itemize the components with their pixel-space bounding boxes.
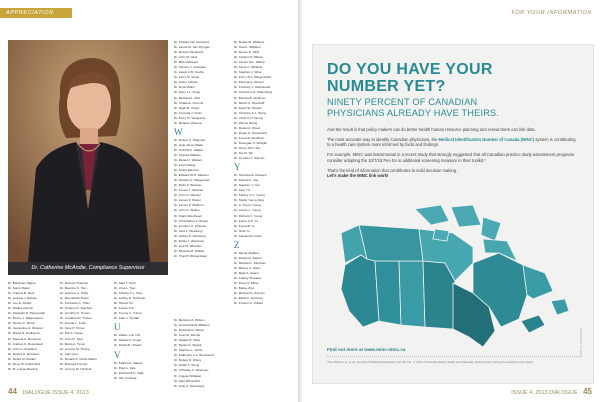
name-list-item: Dr. Marla A. Tyson xyxy=(60,341,86,346)
name-list-item: Dr. Raj S. Tuteja xyxy=(60,331,83,336)
name-list-item: Dr. Christine K.J. Wong xyxy=(234,110,267,115)
name-list-item: Dr. Aaron Rakel xyxy=(8,286,30,291)
name-list-item: Dr. Pamela A. Rompson xyxy=(8,336,42,341)
name-list-item: Dr. Daniel R. Zayber xyxy=(234,255,263,260)
name-list-item: Dr. Kerry M. Vlangarris xyxy=(174,115,206,120)
name-list-item: Dr. M. Louise Rueling xyxy=(8,366,38,371)
letter-v-heading: V xyxy=(114,349,121,360)
name-list-item: Dr. Deborah D. Wilner xyxy=(174,328,205,333)
name-list-item: Dr. Stephen J. Yeo xyxy=(234,183,260,188)
right-page xyxy=(302,0,600,402)
name-list-item: Dr. Panjindri D. Rampertab xyxy=(8,311,45,316)
name-list-item: Dr. Teal K. Williams xyxy=(234,45,261,50)
name-list-item: Dr. Jean M. Winnik xyxy=(174,333,200,338)
name-list-item: Dr. Shirley C.C. Yeung xyxy=(234,193,265,198)
name-list-item: Dr. Jennifer O. Trudel xyxy=(60,311,90,316)
photo-caption: Dr. Catherine McAndie, Compliance Supervisor xyxy=(8,262,168,275)
name-list-item: Dr. Perry W.J. Wingertzahn xyxy=(234,75,272,80)
name-list-item: Dr. Jakob C.B. Vestby xyxy=(174,70,205,75)
name-list-item: Dr. Michael S. Zinman xyxy=(234,291,265,296)
letter-u-heading: U xyxy=(114,322,121,333)
headline-line-1: DO YOU HAVE YOUR xyxy=(327,61,493,78)
name-list-item: Dr. Angela Whitaker xyxy=(174,373,202,378)
name-list-item: Dr. Preston A. Zuliani xyxy=(234,301,264,306)
name-list-item: Dr. Gina Yu xyxy=(234,228,250,233)
name-list-item: Dr. Richard J. Young xyxy=(234,213,263,218)
name-list-item: Dr. Stuart T. Wong xyxy=(174,363,200,368)
name-list-item: Dr. Vincent J. Vechiolla xyxy=(174,65,206,70)
name-list-item: Dr. Jeremy M. Turnbull xyxy=(60,366,92,371)
name-list-item: Dr. Stephen J. Wine xyxy=(234,70,262,75)
name-list-item: Dr. Leanne J. Rebelo xyxy=(8,296,38,301)
left-page xyxy=(0,0,298,402)
name-list-item: Dr. Stephen L. Wolfe xyxy=(174,348,203,353)
name-list-item: Dr. Christopher V. Weber xyxy=(174,218,209,223)
ad-subhead xyxy=(327,97,587,119)
name-list-col1 xyxy=(8,281,45,372)
name-list-item: Dr. Alan Winterfeld xyxy=(174,378,200,383)
name-list-item: Dr. Nadine Remily xyxy=(8,306,33,311)
name-list-item: Dr. John S. Welton xyxy=(174,208,200,213)
name-list-item: Dr. Kevin Wang xyxy=(174,163,196,168)
name-list-item: Dr. Penny J. Rappersaud xyxy=(8,316,43,321)
portrait-photo xyxy=(8,40,168,262)
name-list-item: Dr. Walter C.E. Uhl xyxy=(114,333,141,338)
name-list-col4 xyxy=(174,40,210,259)
name-list-item: Dr. Heidi M. Vivian xyxy=(174,105,200,110)
name-list-item: Dr. Kimberly J. Wisniewski xyxy=(234,85,271,90)
name-list-item: Dr. Julien Vidican xyxy=(174,80,198,85)
letter-w-heading: W xyxy=(174,126,183,137)
name-list-item: Dr. Kenneth Woolfson xyxy=(234,135,265,140)
name-list-item: Dr. Renee E. Wills xyxy=(234,50,260,55)
name-list-item: Dr. Dora Villani xyxy=(174,85,195,90)
name-list-item: Dr. Todd W.C. Walker xyxy=(174,147,204,152)
headline-line-2: NUMBER YET? xyxy=(327,78,446,95)
para4-callout: Let's make the MINC link work! xyxy=(327,173,389,179)
name-list-item: Dr. Meenakshi Tiwari xyxy=(60,296,89,301)
name-list-item: Dr. Jacy Yiu xyxy=(234,188,251,193)
name-list-item: Dr. Frank Westhead xyxy=(174,213,202,218)
name-list-item: Dr. Lisle Jason Wade xyxy=(174,142,204,147)
name-list-item: Dr. Alexandra Yuzbe xyxy=(234,233,262,238)
name-list-item: Dr. Jacqueline A. Rideout xyxy=(8,326,43,331)
name-list-item: Dr. Daniel J. Walters xyxy=(174,157,203,162)
name-list-item: Dr. Karen C.P. Yu xyxy=(234,218,258,223)
name-list-item: Dr. Brian F. Webster xyxy=(174,183,202,188)
name-list-item: Dr. Jonathan R. Tucker xyxy=(60,316,92,321)
section-tag-appreciation: APPRECIATION xyxy=(0,8,72,18)
name-list-item: Dr. Tyrone C. Turner xyxy=(114,311,142,316)
name-list-item: Dr. Nathan F. Unger xyxy=(114,338,142,343)
name-list-item: Dr. Kenan Tuli xyxy=(114,306,134,311)
name-list-item: Dr. Virginia Wallace xyxy=(174,152,201,157)
name-list-item: Dr. Hamid Tul xyxy=(114,301,133,306)
name-list-item: Dr. Bailee Zinn xyxy=(234,286,255,291)
name-list-item: Dr. Lisa M. Wheldon xyxy=(174,243,202,248)
name-list-item: Dr. Amanda J. Vizan xyxy=(174,110,202,115)
name-list-item: Dr. Shelly Yeung-Sing xyxy=(234,198,264,203)
name-list-item: Dr. Amelia L. Tudor xyxy=(60,321,87,326)
name-list-item: Dr. Debra M. Ruskin xyxy=(8,356,36,361)
region-labrador xyxy=(523,265,553,299)
name-list-item: Dr. Maurice C. Tian xyxy=(60,286,87,291)
ad-paragraph-1: And the result is that policy makers can do better health human resource planning and researchers can link data. xyxy=(327,127,536,132)
name-list-item: Dr. Jeffrey B. Tuchman xyxy=(114,296,146,301)
name-list-item: Dr. Michael A. Vinh xyxy=(174,95,201,100)
name-list-item: Dr. Henry W.H. Wu xyxy=(234,145,261,150)
right-footer xyxy=(511,387,592,396)
name-list-col6 xyxy=(234,40,272,306)
name-list-item: Dr. Brenda B. Wolfman xyxy=(234,95,266,100)
name-list-item: Dr. Julie-A. Wennberg xyxy=(174,383,205,388)
name-list-item: Dr. Chaka E. Visconti xyxy=(174,100,204,105)
name-list-item: Dr. Christian A. Wiseman xyxy=(174,368,209,373)
name-list-item: Dr. Andrey Zhuralev xyxy=(234,275,262,280)
name-list-item: Dr. Robert D. Wong xyxy=(174,358,201,363)
name-list-item: Dr. Daniel A. Wood xyxy=(234,125,261,130)
name-list-item: Dr. Andrew B. Raul xyxy=(8,291,35,296)
name-list-item: Dr. Dorothy A. Waugaman xyxy=(174,178,210,183)
name-list-item: Dr. Rosegale S. Wraight xyxy=(234,140,268,145)
name-list-item: Dr. Kenneth Yu xyxy=(234,223,255,228)
name-list-item: Dr. Jeffrey S. Weinberg xyxy=(174,233,206,238)
name-list-item: Dr. Maxwell Turman xyxy=(60,361,88,366)
name-list-item: Dr. Siu M. Wu xyxy=(234,151,254,156)
name-list-item: Dr. Balvinder Rajput xyxy=(8,281,36,285)
name-list-item: Dr. John M. Vasil xyxy=(174,55,198,60)
name-list-item: Dr. Roger D. Woodward xyxy=(234,130,267,135)
find-out-more-link[interactable]: Find out more at www.minc-nimc.ca xyxy=(327,347,406,352)
name-list-item: Dr. Spencer A. Tighe xyxy=(60,291,89,296)
name-list-item: Dr. David W. Woods xyxy=(234,105,262,110)
name-list-item: Dr. Paul A. Vale xyxy=(114,365,136,370)
left-footer xyxy=(8,387,89,396)
name-list-item: Dr. Martin A. Woodruff xyxy=(234,100,265,105)
left-page-number: 44 xyxy=(8,387,17,396)
name-list-item: Dr. Kerry M. Vetter xyxy=(174,75,200,80)
name-list-item: Dr. Winnie Wong xyxy=(234,120,258,125)
name-list-item: Dr. Rhonda M. Whittle xyxy=(174,248,205,253)
name-list-item: Dr. James T. Webster xyxy=(174,188,204,193)
name-list-item: Dr. David B. Urbach xyxy=(114,343,142,348)
name-list-col5 xyxy=(174,318,214,389)
name-list-item: Dr. Natalie R. Witte xyxy=(174,338,201,343)
footnote-divider xyxy=(327,356,581,357)
name-list-item: Dr. Van Cortinge xyxy=(114,375,137,380)
region-maritimes xyxy=(521,315,545,333)
right-footer-text: ISSUE 4, 2013 DIALOGUE xyxy=(511,390,578,396)
name-list-item: Dr. Laurie M. Van Wyngen xyxy=(174,45,211,50)
name-list-item: Dr. Mary J.L. Vingo xyxy=(174,90,201,95)
name-list-item: Dr. James F. Weiler xyxy=(174,198,201,203)
region-alberta xyxy=(375,261,401,325)
ad-paragraph-4 xyxy=(327,168,577,179)
ad-headline xyxy=(327,61,587,95)
name-list-item: Dr. Pamela G. Winsor xyxy=(234,80,264,85)
name-list-item: Dr. Shelley A.L. Tsao xyxy=(114,291,143,296)
para2-outro: system is contributing to a health care system more informed by facts and findings. xyxy=(327,136,576,148)
name-list-item: Dr. Carolyn P. Wilson xyxy=(234,55,263,60)
name-list-item: Dr. James W.L. Wilson xyxy=(234,60,266,65)
name-list-item: Dr. Smith Wancott xyxy=(174,168,199,173)
region-bc xyxy=(341,255,379,327)
name-list-item: Dr. Alan T. Trinh xyxy=(114,281,136,285)
subhead-line-1: NINETY PERCENT OF CANADIAN xyxy=(327,97,478,107)
name-list-item: Dr. Jessica M. Thorpe xyxy=(60,346,91,351)
name-list-col2 xyxy=(60,281,97,372)
name-list-item: Dr. Milena G. Zeiler xyxy=(234,265,261,270)
name-list-item: Dr. Hudson D. Tkachuk xyxy=(60,306,92,311)
name-list-item: Dr. Kathrin A. Vakeel xyxy=(114,360,143,365)
name-list-item: Dr. Lee E. Reddy xyxy=(8,301,32,306)
name-list-item: Dr. Andrew K. Rosenstein xyxy=(8,341,44,346)
minc-link-text[interactable]: Medical Identification Number of Canada (MINC) xyxy=(438,136,535,142)
name-list-item: Dr. Robert H. Rumsam xyxy=(8,351,40,356)
name-list-item: Dr. Lara L. Weinberg xyxy=(174,228,203,233)
name-list-item: Dr. Rene W. Rutherford xyxy=(8,361,41,366)
right-page-number: 45 xyxy=(583,387,592,396)
name-list-item: Dr. Ursa L. Tsui xyxy=(114,286,136,291)
para2-intro: The most accurate way to identify Canadian physicians, the xyxy=(327,136,438,142)
name-list-item: Dr. Gerard Dashi Williams xyxy=(174,323,210,328)
name-list-item: Dr. John R. Tyler xyxy=(60,336,83,341)
name-list-item: Dr. Itamar Zadikov xyxy=(234,250,260,255)
section-tag-fyi: FOR YOUR INFORMATION xyxy=(511,10,592,16)
name-list-item: Dr. Michael L. Zayfman xyxy=(234,260,266,265)
canada-map xyxy=(323,203,585,351)
region-saskatchewan xyxy=(399,261,425,327)
name-list-item: Dr. Katherine L.A. Wonnacott xyxy=(174,353,215,358)
name-list-item: Dr. Noelle M. Williams xyxy=(234,40,265,44)
ad-footnote: *See Shaver, A. et al. Journal of Medical Regulation Vol. 99, No. 4, 2013. Predicting Early Health and Specialty Performance Using Pre-practice Information. xyxy=(327,360,535,364)
ad-body xyxy=(327,127,577,183)
minc-advertisement xyxy=(312,44,594,384)
ad-paragraph-2 xyxy=(327,137,577,148)
name-list-item: Dr. Li Yinyun Young xyxy=(234,203,261,208)
letter-y-heading: Y xyxy=(234,162,241,173)
name-list-item: Dr. Reinold Thatcher xyxy=(60,281,89,285)
name-list-item: Dr. Victor K.H. Wong xyxy=(234,115,263,120)
name-list-item: Dr. Bertrand A. Wilson xyxy=(174,318,205,322)
name-list-item: Dr. Ethan J. Weinberg xyxy=(174,238,205,243)
name-list-item: Dr. Karl Tyrer xyxy=(60,351,79,356)
region-newfoundland xyxy=(551,299,569,315)
name-list-item: Dr. Richard B.C. Valle xyxy=(114,370,144,375)
name-list-item: Dr. Jennifer O. Wheeler xyxy=(174,223,207,228)
name-list-item: Dr. Davina A. Yau xyxy=(234,178,259,183)
name-list-item: Dr. Jennifer J. Wyman xyxy=(234,156,265,161)
left-footer-text: DIALOGUE ISSUE 4, 2013 xyxy=(22,390,89,396)
ad-paragraph-3: For example, MINC was instrumental in a recent study that strongly suggested that all Canadian practice study assessment programs consider adopting the 10/7/18 Pen Ex in additional screening measure in their toolkit.* xyxy=(327,152,575,163)
name-list-item: Dr. Alexa C. Windsor xyxy=(234,65,263,70)
name-list-item: Dr. Mark A. Zelent xyxy=(234,270,259,275)
name-list-item: Dr. Melanie Vlasova xyxy=(174,120,202,125)
letter-z-heading: Z xyxy=(234,239,240,250)
name-list-item: Dr. John G. Rowland xyxy=(8,346,37,351)
name-list-item: Dr. Kimberley L. Tilley xyxy=(60,301,90,306)
subhead-line-2: PHYSICIANS ALREADY HAVE THEIRS. xyxy=(327,108,500,118)
region-nwt xyxy=(359,225,423,261)
name-list-item: Dr. Roman Vanderbilt xyxy=(174,50,204,55)
name-list-item: Dr. Mariel E. Rodriguez xyxy=(8,331,40,336)
photo-credit: PHOTO: MINC/NIMC xyxy=(579,327,583,356)
name-list-item: Dr. Thad P. Wickersham xyxy=(174,253,208,258)
name-list-item: Dr. Elliott F. Zoutman xyxy=(234,296,263,301)
name-list-item: Dr. Robert C. Wagman xyxy=(174,137,206,142)
name-list-col3 xyxy=(114,281,145,381)
name-list-item: Dr. Edward W.H. Wasson xyxy=(174,173,209,178)
name-list-item: Dr. Hamidreza Yanaveh xyxy=(234,173,267,178)
name-list-item: Dr. Janice L. Young xyxy=(234,208,261,213)
name-list-item: Dr. Mila Vasilescu xyxy=(174,60,199,65)
name-list-item: Dr. Jane P. Turner xyxy=(60,326,85,331)
name-list-item: Dr. Daniel D. Wojcik xyxy=(174,343,202,348)
name-list-item: Dr. Kristian Van Nostrand xyxy=(174,40,209,44)
name-list-item: Dr. Pavel V. Zilber xyxy=(234,281,259,286)
name-list-item: Dr. Renee C. Rerun xyxy=(8,321,36,326)
name-list-item: Dr. John G. Weeser xyxy=(174,193,202,198)
para4-text: That's the kind of information that contributes to solid decision making. xyxy=(327,167,458,173)
name-list-item: Dr. Ronald S. Ulrich-Martin xyxy=(60,356,97,361)
name-list-item: Dr. Victoria G.E. Wittenberg xyxy=(234,90,272,95)
name-list-item: Dr. Klari J. Tyndall xyxy=(114,316,139,321)
name-list-item: Dr. James P. Welborn xyxy=(174,203,204,208)
